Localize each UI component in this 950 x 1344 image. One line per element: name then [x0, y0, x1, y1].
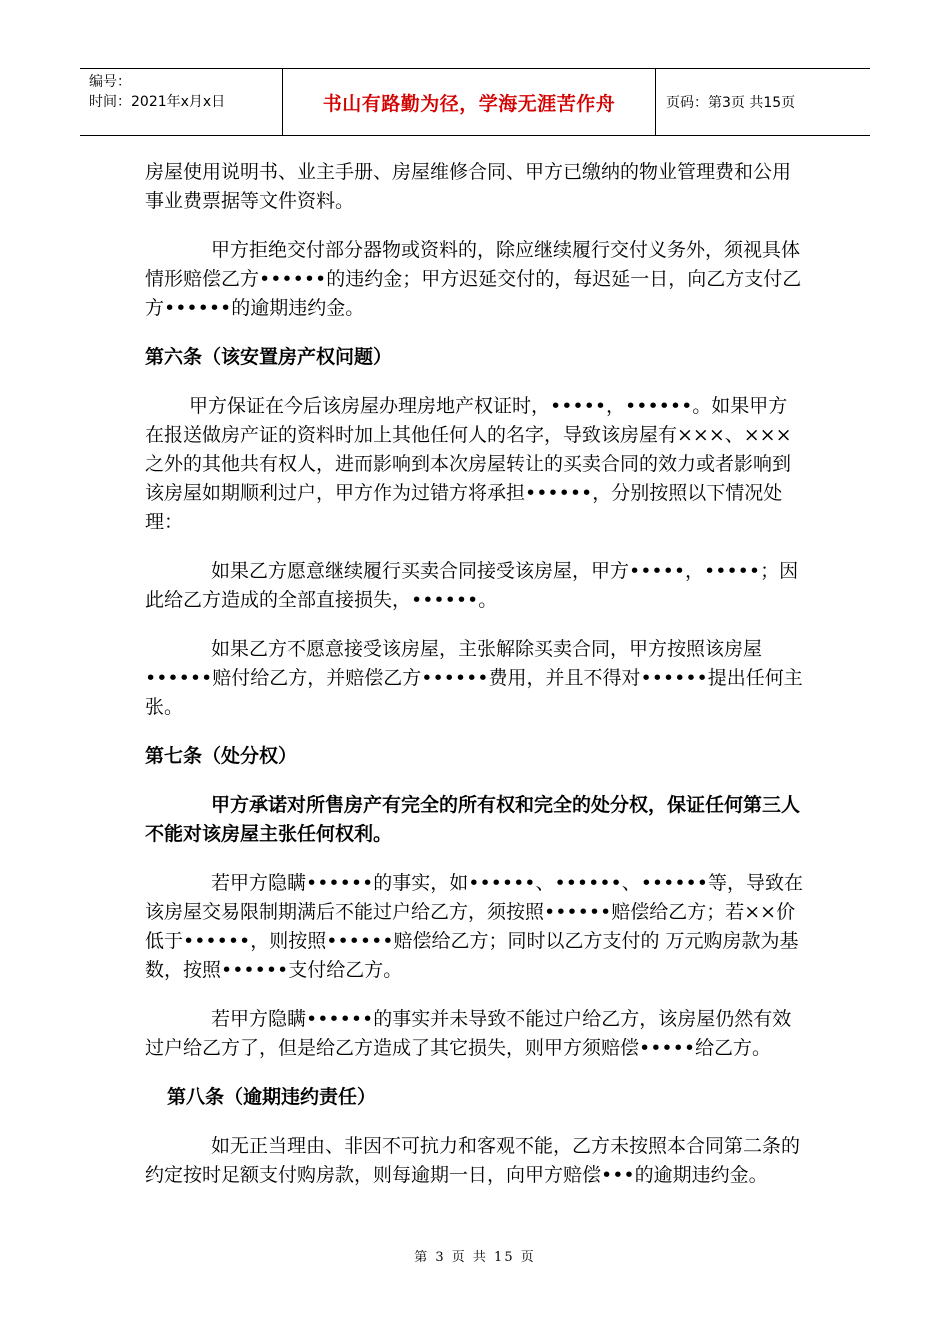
- paragraph-late-payment: 如无正当理由、非因不可抗力和客观不能，乙方未按照本合同第二条的约定按时足额支付购房款，则每逾期一日，向甲方赔偿•••的逾期违约金。: [145, 1135, 801, 1186]
- header-left-cell: [80, 69, 283, 135]
- paragraph-concealment-transfer: 若甲方隐瞒••••••的事实，如••••••、••••••、••••••等，导致在该房屋交易限制期满后不能过户给乙方，须按照••••••赔偿给乙方；若××价低于••••••，则按照••••••赔偿给乙方；同时以乙方支付的 万元购房款为基数，按照••••••支付给乙方。: [145, 872, 803, 981]
- paragraph-disposal-right: 甲方承诺对所售房产有完全的所有权和完全的处分权，保证任何第三人不能对该房屋主张任何权利。: [145, 794, 801, 845]
- article-eight-heading: 第八条（逾期违约责任）: [167, 1086, 377, 1108]
- paragraph-delivery-penalty: 甲方拒绝交付部分器物或资料的，除应继续履行交付义务外，须视具体情形赔偿乙方••••••的违约金；甲方迟延交付的，每迟延一日，向乙方支付乙方••••••的逾期违约金。: [145, 239, 802, 319]
- paragraph-terminate-contract: 如果乙方不愿意接受该房屋，主张解除买卖合同，甲方按照该房屋••••••赔付给乙方，并赔偿乙方••••••费用，并且不得对••••••提出任何主张。: [145, 638, 803, 718]
- paragraph-continue-contract: 如果乙方愿意继续履行买卖合同接受该房屋，甲方•••••，•••••；因此给乙方造成的全部直接损失，••••••。: [145, 560, 799, 611]
- paragraph-delivery-documents: 房屋使用说明书、业主手册、房屋维修合同、甲方已缴纳的物业管理费和公用事业费票据等文件资料。: [145, 161, 792, 212]
- article-seven-heading: 第七条（处分权）: [145, 745, 298, 767]
- header-page-info: 页码：第3页 共15页: [666, 95, 796, 111]
- document-number-label: 编号：: [89, 74, 131, 90]
- header-table: [80, 68, 870, 136]
- document-body: [145, 158, 805, 1210]
- document-time-label: 时间：2021年x月x日: [89, 94, 226, 110]
- header-motto: 书山有路勤为径，学海无涯苦作舟: [283, 69, 656, 135]
- page-footer: 第 3 页 共 15 页: [414, 1250, 536, 1265]
- paragraph-property-rights: 甲方保证在今后该房屋办理房地产权证时，•••••，••••••。如果甲方在报送做房产证的资料时加上其他任何人的名字，导致该房屋有×××、×××之外的其他共有权人，进而影响到本次房屋转让的买卖合同的效力或者影响到该房屋如期顺利过户，甲方作为过错方将承担••••••，分别按照以下情况处理：: [145, 395, 792, 533]
- article-six-heading: 第六条（该安置房产权问题）: [145, 346, 393, 368]
- paragraph-concealment-loss: 若甲方隐瞒••••••的事实并未导致不能过户给乙方，该房屋仍然有效过户给乙方了，但是给乙方造成了其它损失，则甲方须赔偿•••••给乙方。: [145, 1008, 792, 1059]
